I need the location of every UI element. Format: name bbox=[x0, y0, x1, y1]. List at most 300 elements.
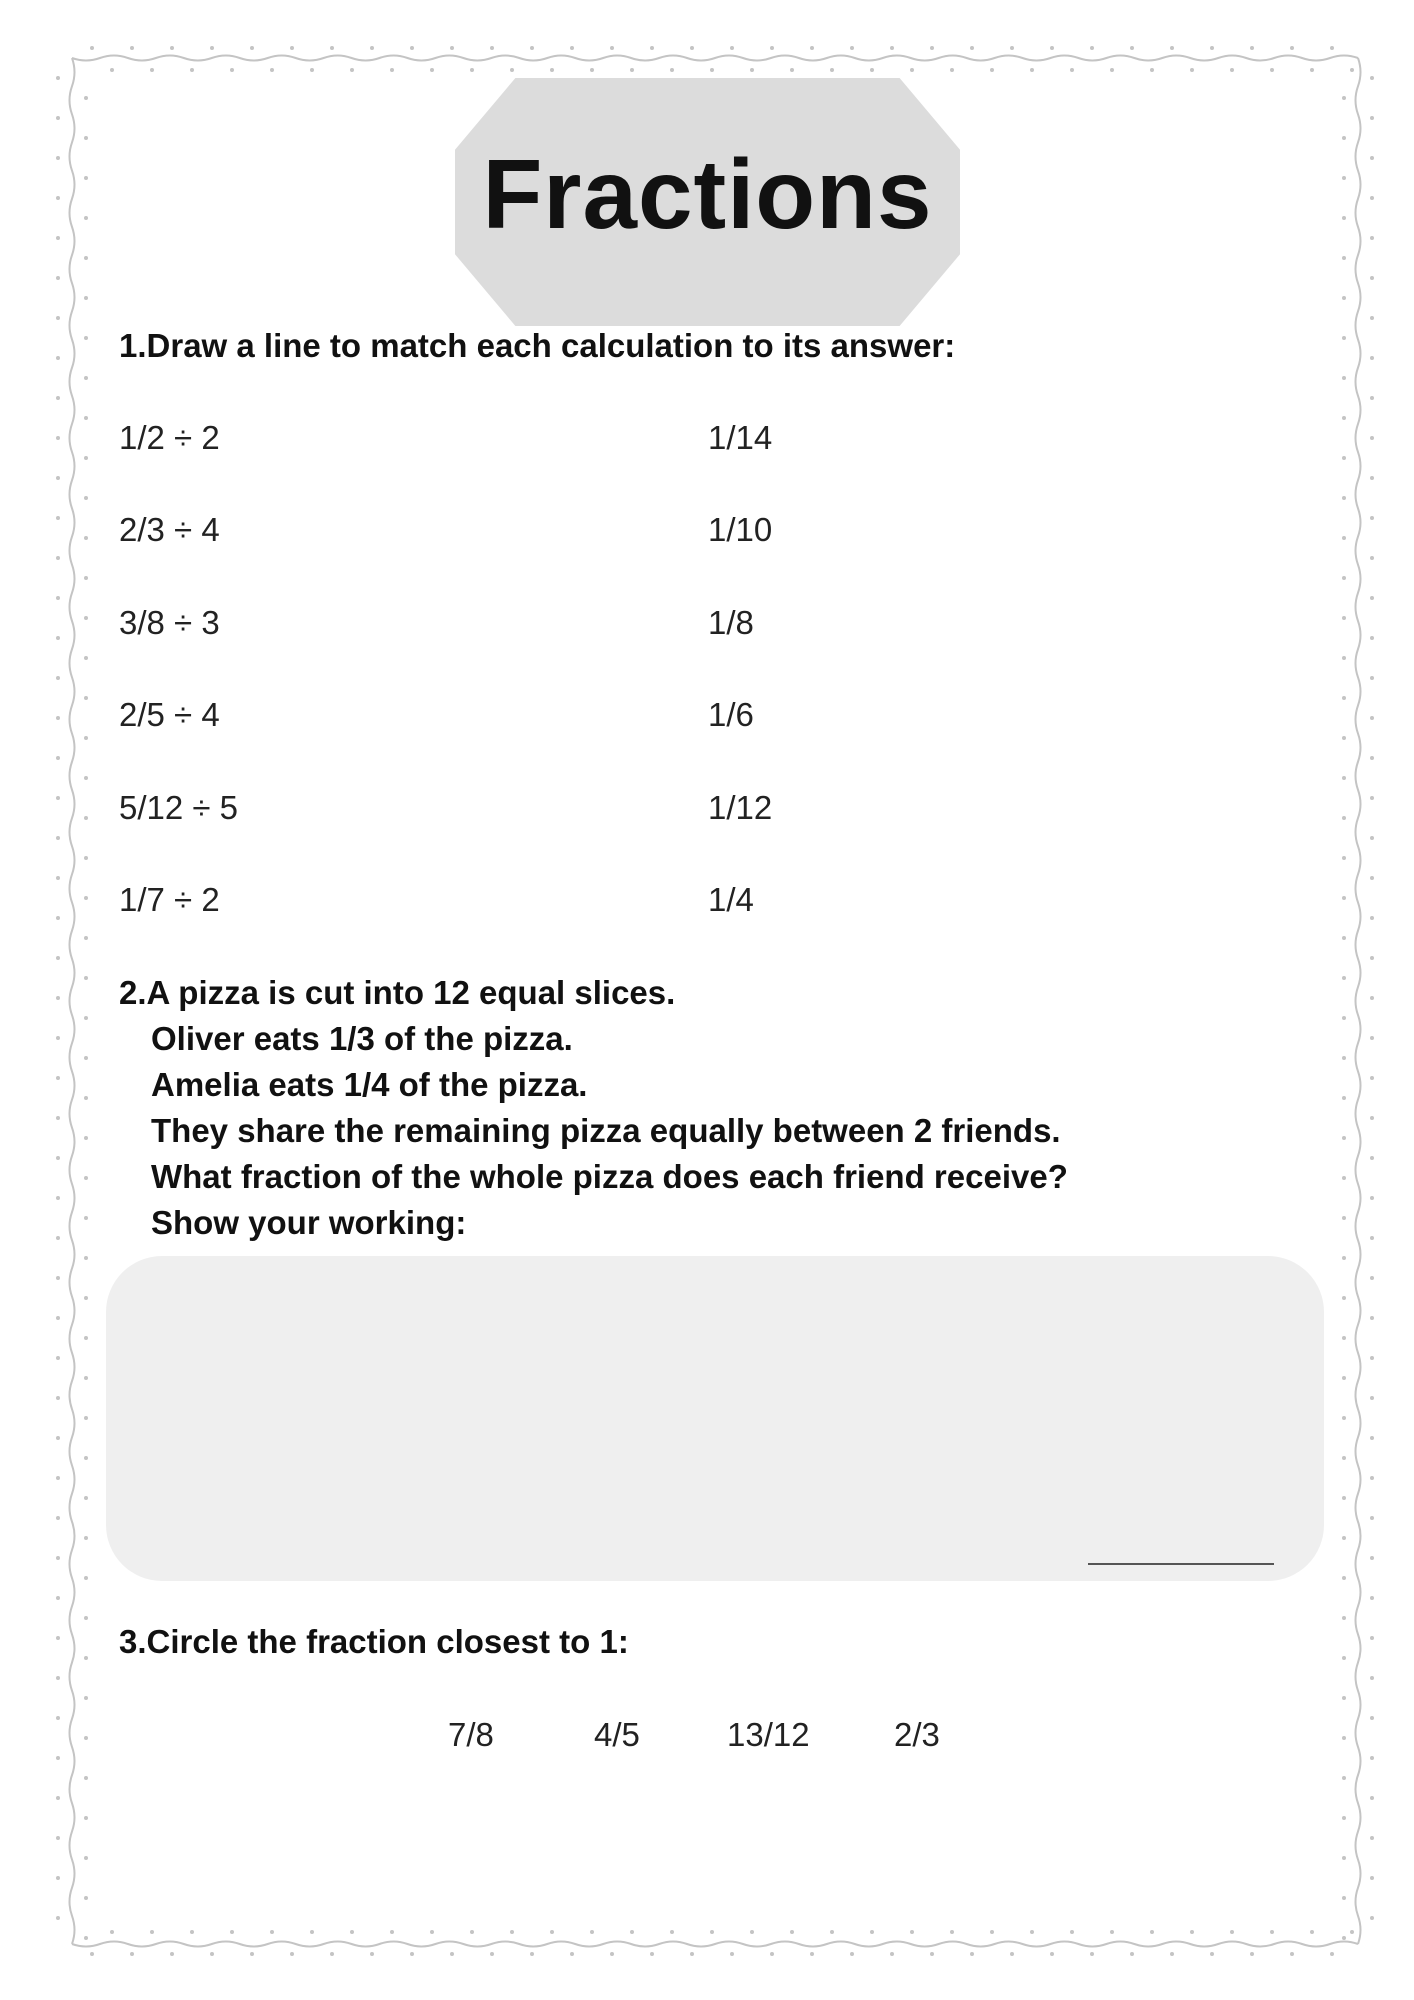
border-dot bbox=[1370, 796, 1374, 800]
border-dot bbox=[1342, 1576, 1346, 1580]
border-dot bbox=[1150, 68, 1154, 72]
border-dot bbox=[610, 46, 614, 50]
border-dot bbox=[1370, 1836, 1374, 1840]
border-dot bbox=[84, 1856, 88, 1860]
border-dot bbox=[84, 1936, 88, 1940]
border-dot bbox=[1370, 1676, 1374, 1680]
border-dot bbox=[1110, 1930, 1114, 1934]
border-dot bbox=[430, 68, 434, 72]
border-dot bbox=[1190, 1930, 1194, 1934]
border-dot bbox=[310, 68, 314, 72]
border-dot bbox=[1370, 1516, 1374, 1520]
border-dot bbox=[770, 1952, 774, 1956]
border-dot bbox=[1342, 976, 1346, 980]
border-dot bbox=[1342, 416, 1346, 420]
q2-line: Show your working: bbox=[151, 1204, 467, 1241]
border-dot bbox=[1342, 1136, 1346, 1140]
border-dot bbox=[710, 68, 714, 72]
border-dot bbox=[90, 46, 94, 50]
border-dot bbox=[930, 46, 934, 50]
border-dot bbox=[56, 1916, 60, 1920]
border-dot bbox=[84, 896, 88, 900]
border-dot bbox=[56, 1676, 60, 1680]
border-dot bbox=[1370, 1036, 1374, 1040]
border-dot bbox=[1342, 1456, 1346, 1460]
border-dot bbox=[570, 1952, 574, 1956]
border-dot bbox=[56, 836, 60, 840]
border-dot bbox=[430, 1930, 434, 1934]
border-dot bbox=[1342, 856, 1346, 860]
border-dot bbox=[810, 1952, 814, 1956]
border-dot bbox=[1342, 656, 1346, 660]
border-dot bbox=[1342, 1376, 1346, 1380]
border-dot bbox=[1342, 1856, 1346, 1860]
border-dot bbox=[870, 1930, 874, 1934]
border-dot bbox=[56, 1356, 60, 1360]
border-dot bbox=[390, 68, 394, 72]
border-dot bbox=[56, 116, 60, 120]
border-dot bbox=[84, 1416, 88, 1420]
border-dot bbox=[1342, 1936, 1346, 1940]
border-dot bbox=[1370, 1076, 1374, 1080]
border-dot bbox=[84, 1136, 88, 1140]
border-dot bbox=[1370, 1596, 1374, 1600]
border-dot bbox=[850, 1952, 854, 1956]
border-dot bbox=[1370, 716, 1374, 720]
border-dot bbox=[830, 1930, 834, 1934]
border-wave bbox=[72, 56, 1358, 61]
border-dot bbox=[56, 956, 60, 960]
border-dot bbox=[510, 1930, 514, 1934]
border-dot bbox=[56, 1796, 60, 1800]
border-dot bbox=[56, 1476, 60, 1480]
border-dot bbox=[910, 68, 914, 72]
border-dot bbox=[56, 76, 60, 80]
border-dot bbox=[56, 676, 60, 680]
border-dot bbox=[84, 1896, 88, 1900]
border-dot bbox=[790, 1930, 794, 1934]
border-dot bbox=[390, 1930, 394, 1934]
border-dot bbox=[1370, 1796, 1374, 1800]
calculation-item: 1/2 ÷ 2 bbox=[119, 419, 220, 456]
border-dot bbox=[1230, 68, 1234, 72]
border-dot bbox=[84, 1616, 88, 1620]
border-dot bbox=[1370, 516, 1374, 520]
border-dot bbox=[1370, 596, 1374, 600]
answer-item: 1/4 bbox=[708, 881, 754, 918]
border-wave bbox=[1356, 58, 1361, 1944]
border-dot bbox=[1050, 1952, 1054, 1956]
border-dot bbox=[1270, 1930, 1274, 1934]
border-dot bbox=[1130, 1952, 1134, 1956]
border-dot bbox=[1310, 1930, 1314, 1934]
border-dot bbox=[170, 46, 174, 50]
border-dot bbox=[1070, 1930, 1074, 1934]
border-dot bbox=[56, 436, 60, 440]
border-dot bbox=[1170, 46, 1174, 50]
border-dot bbox=[1370, 996, 1374, 1000]
answer-item: 1/8 bbox=[708, 604, 754, 641]
border-dot bbox=[56, 316, 60, 320]
border-dot bbox=[930, 1952, 934, 1956]
border-dot bbox=[1370, 396, 1374, 400]
border-dot bbox=[650, 46, 654, 50]
border-dot bbox=[1342, 456, 1346, 460]
border-dot bbox=[84, 416, 88, 420]
border-dot bbox=[1010, 1952, 1014, 1956]
border-dot bbox=[84, 656, 88, 660]
border-dot bbox=[1342, 776, 1346, 780]
border-dot bbox=[56, 636, 60, 640]
border-dot bbox=[56, 1516, 60, 1520]
border-dot bbox=[90, 1952, 94, 1956]
border-dot bbox=[56, 1116, 60, 1120]
border-dot bbox=[56, 916, 60, 920]
border-dot bbox=[230, 1930, 234, 1934]
border-dot bbox=[1342, 1776, 1346, 1780]
border-dot bbox=[1370, 1916, 1374, 1920]
border-dot bbox=[84, 536, 88, 540]
border-dot bbox=[56, 876, 60, 880]
border-dot bbox=[1370, 836, 1374, 840]
border-dot bbox=[790, 68, 794, 72]
border-dot bbox=[1370, 956, 1374, 960]
border-dot bbox=[56, 716, 60, 720]
answer-item: 1/14 bbox=[708, 419, 773, 456]
border-dot bbox=[530, 46, 534, 50]
answer-item: 1/6 bbox=[708, 696, 754, 733]
border-dot bbox=[84, 336, 88, 340]
border-dot bbox=[290, 1952, 294, 1956]
border-dot bbox=[1110, 68, 1114, 72]
border-dot bbox=[630, 1930, 634, 1934]
border-dot bbox=[1342, 1736, 1346, 1740]
border-dot bbox=[56, 1156, 60, 1160]
border-dot bbox=[1370, 316, 1374, 320]
border-dot bbox=[1310, 68, 1314, 72]
border-dot bbox=[450, 1952, 454, 1956]
border-dot bbox=[56, 156, 60, 160]
border-dot bbox=[410, 1952, 414, 1956]
border-dot bbox=[570, 46, 574, 50]
border-dot bbox=[1370, 676, 1374, 680]
border-dot bbox=[970, 1952, 974, 1956]
border-dot bbox=[470, 1930, 474, 1934]
border-dot bbox=[890, 46, 894, 50]
border-dot bbox=[1030, 1930, 1034, 1934]
border-dot bbox=[1342, 576, 1346, 580]
border-dot bbox=[56, 1316, 60, 1320]
q2-line: Oliver eats 1/3 of the pizza. bbox=[151, 1020, 573, 1057]
border-dot bbox=[84, 496, 88, 500]
border-dot bbox=[84, 1216, 88, 1220]
border-dot bbox=[190, 1930, 194, 1934]
border-dot bbox=[130, 46, 134, 50]
border-dot bbox=[84, 296, 88, 300]
border-dot bbox=[130, 1952, 134, 1956]
calculation-item: 3/8 ÷ 3 bbox=[119, 604, 220, 641]
fraction-option[interactable]: 2/3 bbox=[894, 1716, 940, 1753]
border-dot bbox=[1370, 1116, 1374, 1120]
border-dot bbox=[1230, 1930, 1234, 1934]
border-dot bbox=[84, 376, 88, 380]
border-dot bbox=[1290, 1952, 1294, 1956]
border-dot bbox=[810, 46, 814, 50]
border-dot bbox=[590, 1930, 594, 1934]
border-dot bbox=[250, 46, 254, 50]
border-dot bbox=[1330, 46, 1334, 50]
border-dot bbox=[150, 1930, 154, 1934]
border-dot bbox=[1370, 1716, 1374, 1720]
border-dot bbox=[84, 1336, 88, 1340]
border-dot bbox=[84, 1456, 88, 1460]
border-dot bbox=[56, 276, 60, 280]
border-dot bbox=[1342, 1896, 1346, 1900]
border-dot bbox=[450, 46, 454, 50]
border-dot bbox=[170, 1952, 174, 1956]
border-dot bbox=[1342, 1216, 1346, 1220]
border-dot bbox=[990, 68, 994, 72]
border-dot bbox=[1342, 1296, 1346, 1300]
border-dot bbox=[1342, 1536, 1346, 1540]
q3-heading: 3.Circle the fraction closest to 1: bbox=[119, 1623, 629, 1660]
border-dot bbox=[56, 1756, 60, 1760]
border-dot bbox=[56, 1076, 60, 1080]
border-dot bbox=[1342, 1336, 1346, 1340]
border-dot bbox=[670, 1930, 674, 1934]
border-dot bbox=[1130, 46, 1134, 50]
border-dot bbox=[56, 1236, 60, 1240]
border-dot bbox=[1342, 1656, 1346, 1660]
border-dot bbox=[1370, 1156, 1374, 1160]
border-dot bbox=[1342, 336, 1346, 340]
border-dot bbox=[56, 1276, 60, 1280]
border-dot bbox=[270, 1930, 274, 1934]
border-dot bbox=[56, 476, 60, 480]
answer-line[interactable] bbox=[1088, 1563, 1274, 1565]
border-wave bbox=[72, 1942, 1358, 1947]
border-dot bbox=[1342, 376, 1346, 380]
border-dot bbox=[56, 1876, 60, 1880]
border-dot bbox=[1030, 68, 1034, 72]
border-dot bbox=[110, 68, 114, 72]
border-dot bbox=[1370, 196, 1374, 200]
border-dot bbox=[84, 1816, 88, 1820]
border-dot bbox=[56, 236, 60, 240]
border-dot bbox=[290, 46, 294, 50]
border-dot bbox=[730, 46, 734, 50]
border-dot bbox=[1350, 1930, 1354, 1934]
answer-item: 1/10 bbox=[708, 511, 773, 548]
border-dot bbox=[1270, 68, 1274, 72]
border-dot bbox=[630, 68, 634, 72]
border-dot bbox=[510, 68, 514, 72]
border-dot bbox=[230, 68, 234, 72]
border-dot bbox=[1342, 1816, 1346, 1820]
calculation-item: 1/7 ÷ 2 bbox=[119, 881, 220, 918]
border-dot bbox=[1370, 156, 1374, 160]
border-dot bbox=[1342, 496, 1346, 500]
border-dot bbox=[84, 1056, 88, 1060]
border-dot bbox=[150, 68, 154, 72]
border-dot bbox=[490, 1952, 494, 1956]
border-dot bbox=[770, 46, 774, 50]
answer-item: 1/12 bbox=[708, 789, 773, 826]
page-title: Fractions bbox=[482, 139, 933, 249]
border-dot bbox=[910, 1930, 914, 1934]
border-dot bbox=[56, 196, 60, 200]
border-dot bbox=[84, 616, 88, 620]
working-area[interactable] bbox=[106, 1256, 1324, 1581]
border-dot bbox=[1342, 1616, 1346, 1620]
border-dot bbox=[1370, 556, 1374, 560]
border-dot bbox=[1370, 1316, 1374, 1320]
border-dot bbox=[1342, 1016, 1346, 1020]
border-dot bbox=[550, 68, 554, 72]
border-dot bbox=[56, 796, 60, 800]
border-dot bbox=[350, 68, 354, 72]
border-dot bbox=[1250, 1952, 1254, 1956]
border-dot bbox=[1342, 616, 1346, 620]
fraction-option[interactable]: 13/12 bbox=[727, 1716, 810, 1753]
border-dot bbox=[1342, 176, 1346, 180]
border-dot bbox=[56, 1556, 60, 1560]
border-dot bbox=[84, 1776, 88, 1780]
border-dot bbox=[84, 1536, 88, 1540]
border-dot bbox=[730, 1952, 734, 1956]
border-dot bbox=[84, 1376, 88, 1380]
border-dot bbox=[56, 1036, 60, 1040]
border-dot bbox=[56, 1436, 60, 1440]
border-dot bbox=[84, 1656, 88, 1660]
border-dot bbox=[84, 1296, 88, 1300]
border-dot bbox=[1342, 1056, 1346, 1060]
border-dot bbox=[1370, 76, 1374, 80]
border-dot bbox=[84, 856, 88, 860]
fraction-option[interactable]: 4/5 bbox=[594, 1716, 640, 1753]
calculation-item: 5/12 ÷ 5 bbox=[119, 789, 239, 826]
border-dot bbox=[1342, 1256, 1346, 1260]
border-dot bbox=[1370, 356, 1374, 360]
border-dot bbox=[370, 1952, 374, 1956]
border-dot bbox=[84, 1496, 88, 1500]
border-dot bbox=[1370, 1196, 1374, 1200]
border-dot bbox=[350, 1930, 354, 1934]
border-dot bbox=[56, 1716, 60, 1720]
border-dot bbox=[56, 556, 60, 560]
q2-line: What fraction of the whole pizza does each friend receive? bbox=[151, 1158, 1068, 1195]
border-dot bbox=[1370, 1476, 1374, 1480]
border-dot bbox=[330, 46, 334, 50]
border-dot bbox=[1370, 436, 1374, 440]
border-dot bbox=[690, 46, 694, 50]
border-dot bbox=[84, 736, 88, 740]
border-dot bbox=[1290, 46, 1294, 50]
border-dot bbox=[1342, 1096, 1346, 1100]
border-dot bbox=[84, 1256, 88, 1260]
border-dot bbox=[84, 256, 88, 260]
border-dot bbox=[1370, 1236, 1374, 1240]
border-dot bbox=[1370, 1276, 1374, 1280]
border-dot bbox=[250, 1952, 254, 1956]
q2-line: They share the remaining pizza equally between 2 friends. bbox=[151, 1112, 1061, 1149]
border-dot bbox=[270, 68, 274, 72]
border-dot bbox=[1342, 1176, 1346, 1180]
fraction-option[interactable]: 7/8 bbox=[448, 1716, 494, 1753]
border-dot bbox=[84, 456, 88, 460]
border-dot bbox=[990, 1930, 994, 1934]
border-dot bbox=[1342, 696, 1346, 700]
border-dot bbox=[84, 1736, 88, 1740]
border-dot bbox=[1342, 936, 1346, 940]
border-dot bbox=[1010, 46, 1014, 50]
border-dot bbox=[1370, 1636, 1374, 1640]
border-dot bbox=[1370, 476, 1374, 480]
border-dot bbox=[750, 68, 754, 72]
border-dot bbox=[84, 936, 88, 940]
q2-line: Amelia eats 1/4 of the pizza. bbox=[151, 1066, 588, 1103]
border-dot bbox=[1150, 1930, 1154, 1934]
border-dot bbox=[1330, 1952, 1334, 1956]
border-dot bbox=[750, 1930, 754, 1934]
border-dot bbox=[1370, 1756, 1374, 1760]
border-dot bbox=[84, 776, 88, 780]
border-dot bbox=[710, 1930, 714, 1934]
border-dot bbox=[1350, 68, 1354, 72]
calculation-item: 2/5 ÷ 4 bbox=[119, 696, 220, 733]
border-dot bbox=[870, 68, 874, 72]
border-dot bbox=[1370, 276, 1374, 280]
border-dot bbox=[1342, 816, 1346, 820]
border-dot bbox=[56, 1596, 60, 1600]
border-dot bbox=[1210, 46, 1214, 50]
border-dot bbox=[1370, 916, 1374, 920]
border-dot bbox=[84, 216, 88, 220]
border-dot bbox=[84, 136, 88, 140]
q1-heading: 1.Draw a line to match each calculation to its answer: bbox=[119, 327, 956, 364]
border-dot bbox=[590, 68, 594, 72]
border-dot bbox=[56, 396, 60, 400]
border-wave bbox=[70, 58, 75, 1944]
border-dot bbox=[670, 68, 674, 72]
border-dot bbox=[650, 1952, 654, 1956]
border-dot bbox=[470, 68, 474, 72]
border-dot bbox=[84, 1016, 88, 1020]
border-dot bbox=[1370, 876, 1374, 880]
border-dot bbox=[84, 576, 88, 580]
border-dot bbox=[950, 1930, 954, 1934]
calculation-item: 2/3 ÷ 4 bbox=[119, 511, 220, 548]
border-dot bbox=[1050, 46, 1054, 50]
border-dot bbox=[56, 756, 60, 760]
border-dot bbox=[1370, 756, 1374, 760]
border-dot bbox=[1250, 46, 1254, 50]
border-dot bbox=[1370, 1356, 1374, 1360]
border-dot bbox=[530, 1952, 534, 1956]
border-dot bbox=[1342, 96, 1346, 100]
border-dot bbox=[56, 596, 60, 600]
border-dot bbox=[56, 996, 60, 1000]
border-dot bbox=[1342, 536, 1346, 540]
border-dot bbox=[1342, 216, 1346, 220]
border-dot bbox=[84, 1096, 88, 1100]
border-dot bbox=[1090, 1952, 1094, 1956]
border-dot bbox=[850, 46, 854, 50]
border-dot bbox=[970, 46, 974, 50]
border-dot bbox=[950, 68, 954, 72]
border-dot bbox=[690, 1952, 694, 1956]
border-dot bbox=[190, 68, 194, 72]
